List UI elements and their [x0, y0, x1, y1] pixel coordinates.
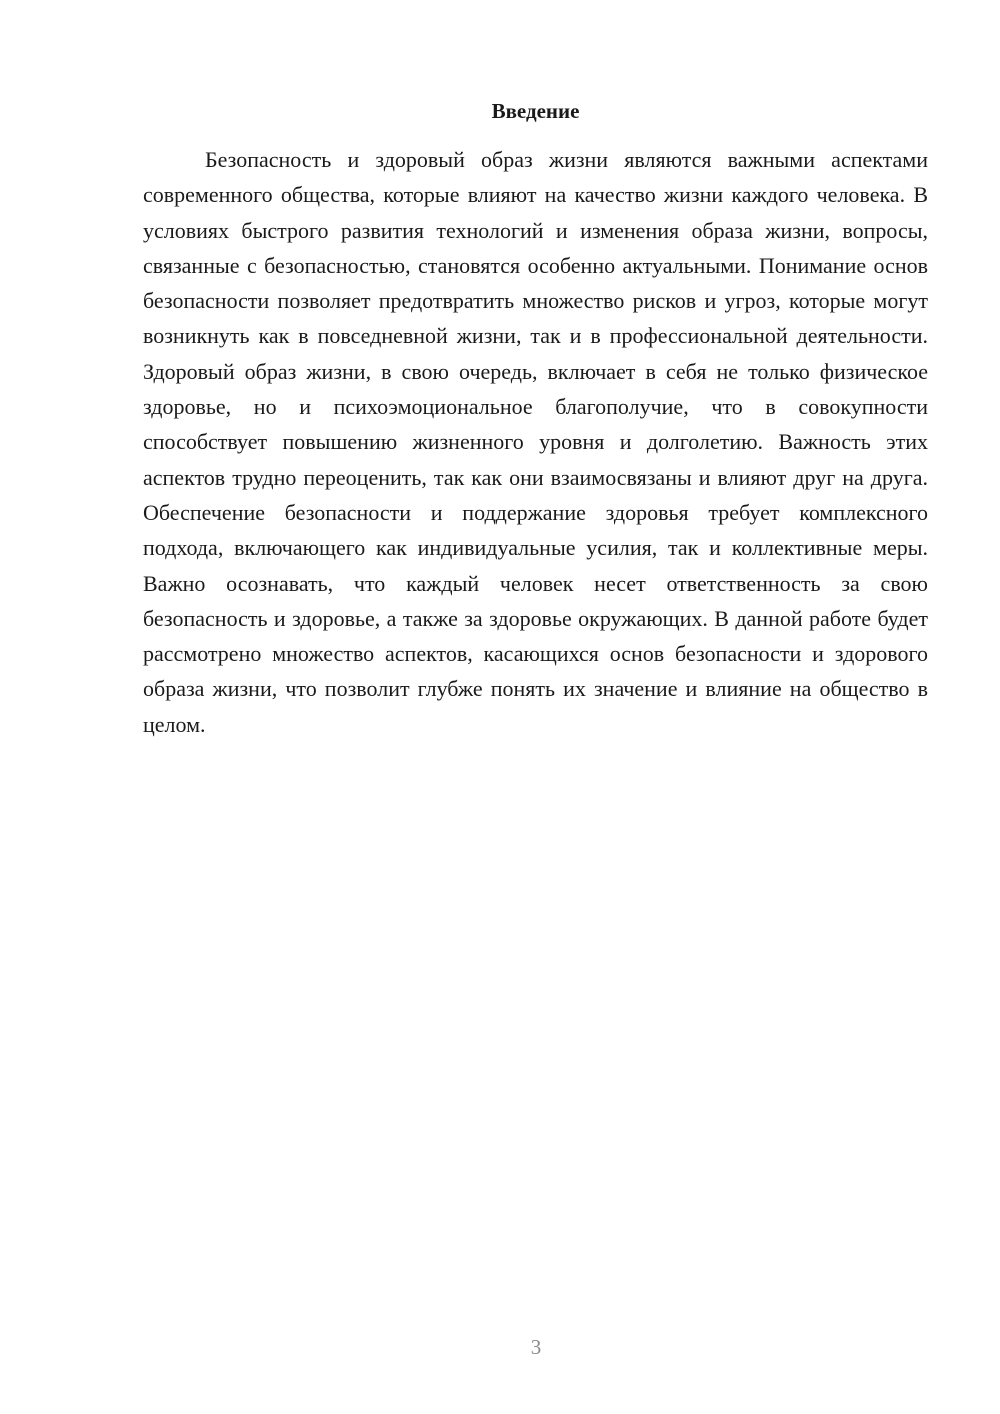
page-number: 3 — [530, 1335, 542, 1359]
body-paragraph: Безопасность и здоровый образ жизни являются важными аспектами современного общества, которые влияют на качество жизни каждого человека. В условиях быстрого развития технологий и изменения образа жизни, вопросы, связанные с безопасностью, становятся особенно актуальными. Понимание основ безопасности позволяет предотвратить множество рисков и угроз, которые могут возникнуть как в повседневной жизни, так и в профессиональной деятельности. Здоровый образ жизни, в свою очередь, включает в себя не только физическое здоровье, но и психоэмоциональное благополучие, что в совокупности способствует повышению жизненного уровня и долголетию. Важность этих аспектов трудно переоценить, так как они взаимосвязаны и влияют друг на друга. Обеспечение безопасности и поддержание здоровья требует комплексного подхода, включающего как индивидуальные усилия, так и коллективные меры. Важно осознавать, что каждый человек несет ответственность за свою безопасность и здоровье, а также за здоровье окружающих. В данной работе будет рассмотрено множество аспектов, касающихся основ безопасности и здорового образа жизни, что позволит глубже понять их значение и влияние на общество в целом. — [143, 147, 928, 737]
section-heading: Введение — [491, 99, 580, 123]
